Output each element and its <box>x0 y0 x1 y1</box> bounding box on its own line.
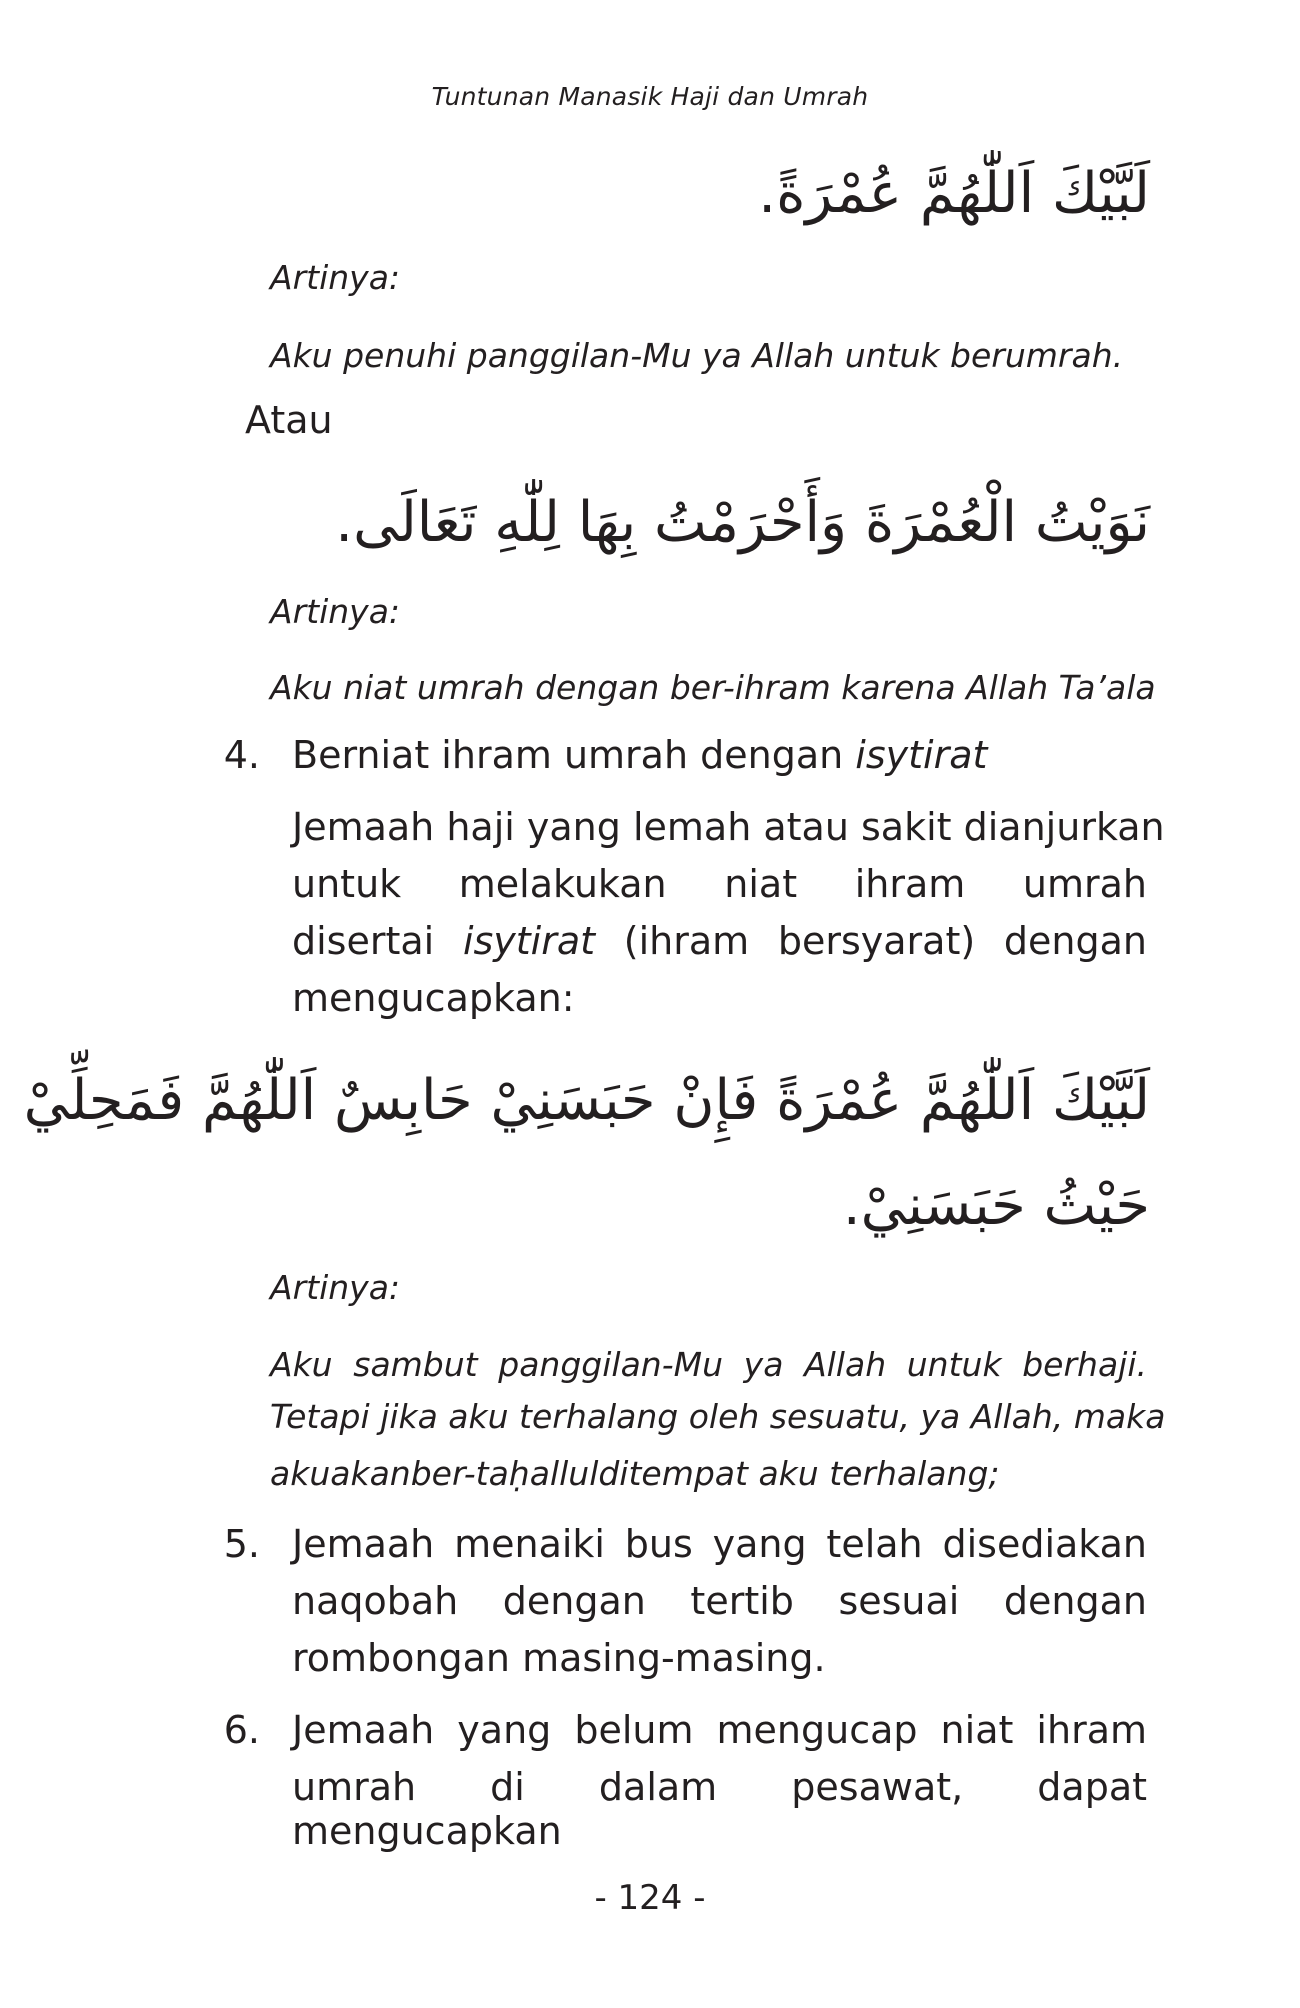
translation-text: Aku niat umrah dengan ber-ihram karena Allah Ta’ala <box>270 668 1156 707</box>
translation-line: akuakanber-taḥallulditempat aku terhalang; <box>270 1454 1000 1493</box>
paragraph-line: mengucapkan: <box>292 976 575 1020</box>
paragraph-line: Jemaah haji yang lemah atau sakit dianjurkan <box>292 805 1165 849</box>
atau-label: Atau <box>245 398 333 442</box>
list-number-5: 5. <box>223 1522 260 1566</box>
page-number: - 124 - <box>594 1878 706 1918</box>
paragraph-line: naqobah dengan tertib sesuai dengan <box>292 1579 1147 1623</box>
paragraph-line: rombongan masing-masing. <box>292 1636 826 1680</box>
term-isytirat: isytirat <box>462 919 596 963</box>
arabic-isytirat-line1: لَبَّيْكَ اَللّٰهُمَّ عُمْرَةً فَإِنْ حَبَسَنِيْ حَابِسٌ اَللّٰهُمَّ فَمَحِلِّيْ <box>23 1068 1150 1133</box>
line-pre: disertai <box>292 919 463 963</box>
arabic-isytirat-line2: حَيْثُ حَبَسَنِيْ. <box>842 1173 1150 1238</box>
artinya-label: Artinya: <box>270 258 401 297</box>
artinya-label: Artinya: <box>270 592 401 631</box>
arabic-talbiyah-umrah: لَبَّيْكَ اَللّٰهُمَّ عُمْرَةً. <box>758 161 1150 226</box>
artinya-label: Artinya: <box>270 1268 401 1307</box>
list-number-4: 4. <box>223 733 260 777</box>
paragraph-line <box>292 919 1147 963</box>
title-prefix: Berniat ihram umrah dengan <box>292 733 856 777</box>
list-number-6: 6. <box>223 1708 260 1752</box>
paragraph-line: umrah di dalam pesawat, dapat mengucapkan <box>292 1765 1147 1853</box>
paragraph-line: Jemaah yang belum mengucap niat ihram <box>292 1708 1147 1752</box>
translation-text: Aku penuhi panggilan-Mu ya Allah untuk berumrah. <box>270 336 1124 375</box>
running-header: Tuntunan Manasik Haji dan Umrah <box>431 82 869 111</box>
term-isytirat: isytirat <box>855 733 988 777</box>
translation-line: Aku sambut panggilan-Mu ya Allah untuk berhaji. <box>270 1345 1147 1384</box>
paragraph-line: Jemaah menaiki bus yang telah disediakan <box>292 1522 1147 1566</box>
arabic-niat-umrah: نَوَيْتُ الْعُمْرَةَ وَأَحْرَمْتُ بِهَا لِلّٰهِ تَعَالَى. <box>335 490 1150 555</box>
list-item-4-title <box>292 733 987 777</box>
translation-line: Tetapi jika aku terhalang oleh sesuatu, ya Allah, maka <box>270 1397 1166 1436</box>
line-post: (ihram bersyarat) dengan <box>595 919 1147 963</box>
paragraph-line: untuk melakukan niat ihram umrah <box>292 862 1147 906</box>
